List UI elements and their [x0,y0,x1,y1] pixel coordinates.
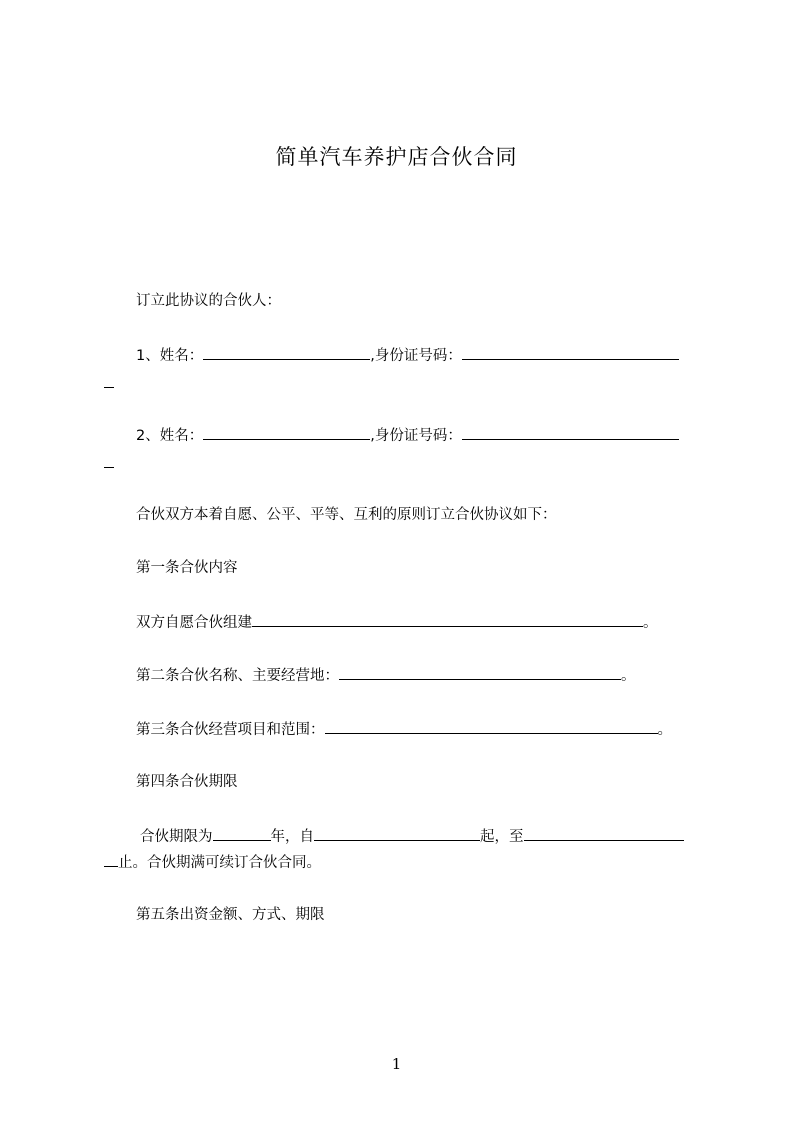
intro-text: 订立此协议的合伙人： [136,293,281,309]
article1-blank [252,611,643,627]
partner2-id-blank-cont [104,452,114,468]
article3-line [136,718,672,741]
article1-period: 。 [643,615,658,631]
partner1-name-label: 1、姓名： [136,348,204,364]
article3-text: 第三条合伙经营项目和范围： [136,722,325,738]
article2-text: 第二条合伙名称、主要经营地： [136,668,339,684]
article1-line [136,611,658,634]
partner1-line [136,344,679,367]
article5-heading: 第五条出资金额、方式、期限 [136,907,325,923]
partner1-id-blank [462,344,679,360]
term-years-blank [213,825,271,841]
term-from-text: 起，至 [480,829,524,845]
term-from-blank [314,825,480,841]
term-to-blank [524,825,684,841]
term-prefix: 合伙期限为 [140,829,213,845]
article4-heading: 第四条合伙期限 [136,774,238,790]
partner2-id-blank [462,424,679,440]
principle-text: 合伙双方本着自愿、公平、平等、互利的原则订立合伙协议如下： [136,507,557,523]
term-continuation [104,851,321,874]
article1-heading: 第一条合伙内容 [136,560,238,576]
document-title: 简单汽车养护店合伙合同 [275,145,518,169]
partner2-name-blank [203,424,370,440]
article3-period: 。 [657,722,672,738]
partner1-name-blank [203,344,370,360]
partner2-continuation [104,452,114,475]
article2-blank [339,664,621,680]
partner2-name-label: 2、姓名： [136,428,204,444]
partner1-id-blank-cont [104,372,114,388]
term-year-text: 年，自 [270,829,314,845]
article2-line [136,664,636,687]
article1-text: 双方自愿合伙组建 [136,615,252,631]
partner1-id-label: ,身份证号码： [370,348,462,364]
partner2-line [136,424,679,447]
term-to-blank-cont [104,851,118,867]
partner1-continuation [104,372,114,395]
partner2-id-label: ,身份证号码： [370,428,462,444]
term-end-text: 止。合伙期满可续订合伙合同。 [118,855,321,871]
term-line [140,825,684,848]
article2-period: 。 [621,668,636,684]
page-number: 1 [391,1055,402,1073]
article3-blank [325,718,658,734]
